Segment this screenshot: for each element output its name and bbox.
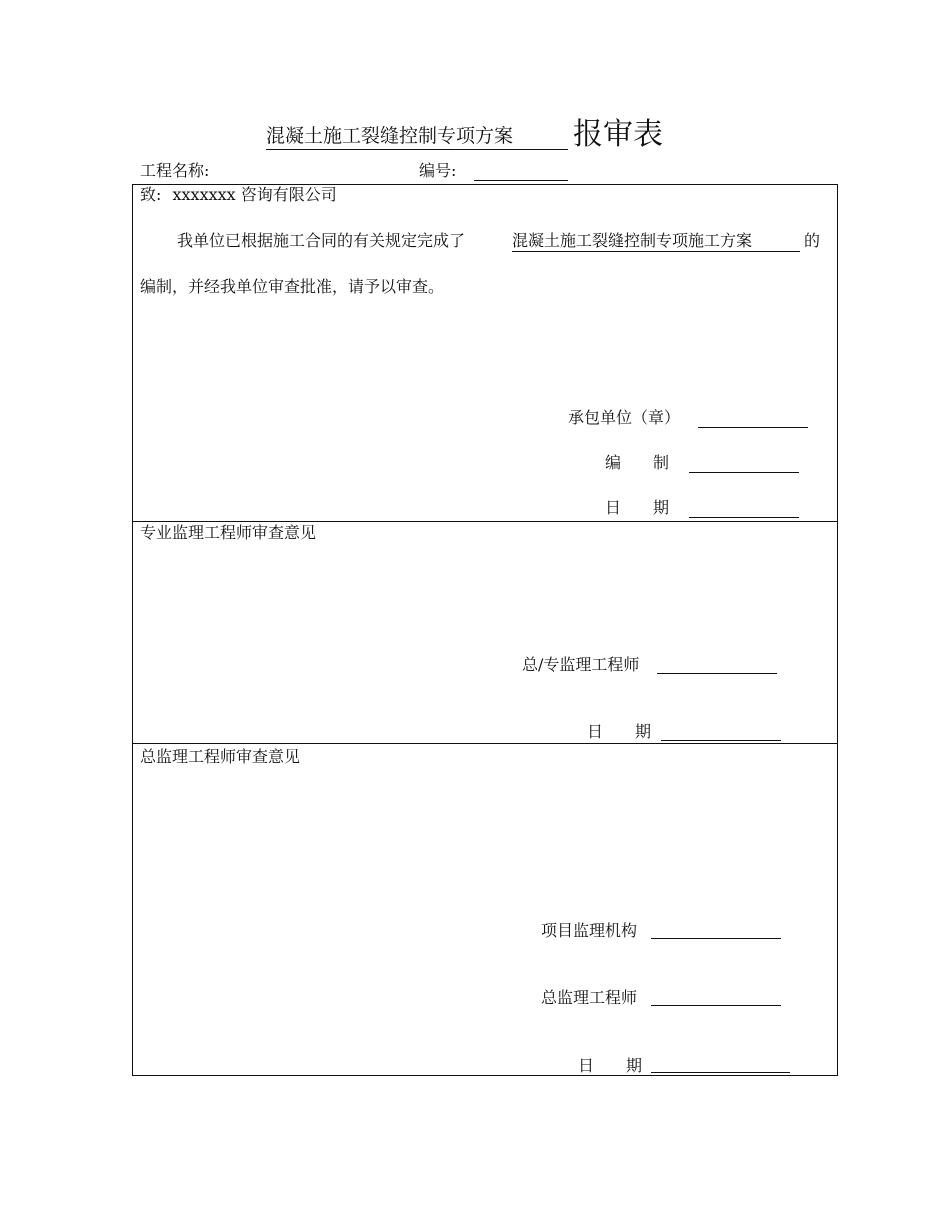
body-line1-text: 我单位已根据施工合同的有关规定完成了 <box>177 231 466 250</box>
to-label: 致: <box>140 185 162 204</box>
title-subject: 混凝土施工裂缝控制专项方案 <box>266 127 568 150</box>
body-line1-end: 的 <box>804 231 821 250</box>
engineer-label: 总/专监理工程师 <box>522 655 640 674</box>
chief-label: 总监理工程师 <box>541 988 638 1007</box>
section2-heading: 专业监理工程师审查意见 <box>140 523 317 542</box>
number-field-line[interactable] <box>474 180 568 181</box>
project-name-label: 工程名称: <box>140 161 210 180</box>
section2-date-label: 日 期 <box>587 722 652 741</box>
form-table <box>132 184 838 1076</box>
title-suffix: 报审表 <box>573 117 663 152</box>
to-line <box>140 187 337 203</box>
section3-date-label: 日 期 <box>578 1056 643 1075</box>
engineer-field-line[interactable] <box>657 673 777 674</box>
number-label: 编号: <box>419 161 457 180</box>
to-org: xxxxxxx 咨询有限公司 <box>172 185 337 204</box>
section3-heading: 总监理工程师审查意见 <box>140 747 301 766</box>
section2-date-field-line[interactable] <box>661 740 781 741</box>
section-divider-2 <box>132 743 838 744</box>
plan-name-text: 混凝土施工裂缝控制专项施工方案 <box>512 233 800 252</box>
section3-date-field-line[interactable] <box>651 1072 790 1073</box>
compiler-field-line[interactable] <box>689 472 799 473</box>
compiler-label: 编 制 <box>605 453 670 472</box>
plan-name <box>512 233 800 252</box>
agency-field-line[interactable] <box>651 938 781 939</box>
body-line2: 编制，并经我单位审查批准，请予以审查。 <box>140 277 445 296</box>
chief-field-line[interactable] <box>651 1005 781 1006</box>
section-divider-1 <box>132 521 838 522</box>
contractor-label: 承包单位（章） <box>568 408 681 427</box>
contractor-field-line[interactable] <box>698 427 808 428</box>
section1-date-field-line[interactable] <box>689 517 799 518</box>
section1-date-label: 日 期 <box>605 498 670 517</box>
agency-label: 项目监理机构 <box>541 921 638 940</box>
